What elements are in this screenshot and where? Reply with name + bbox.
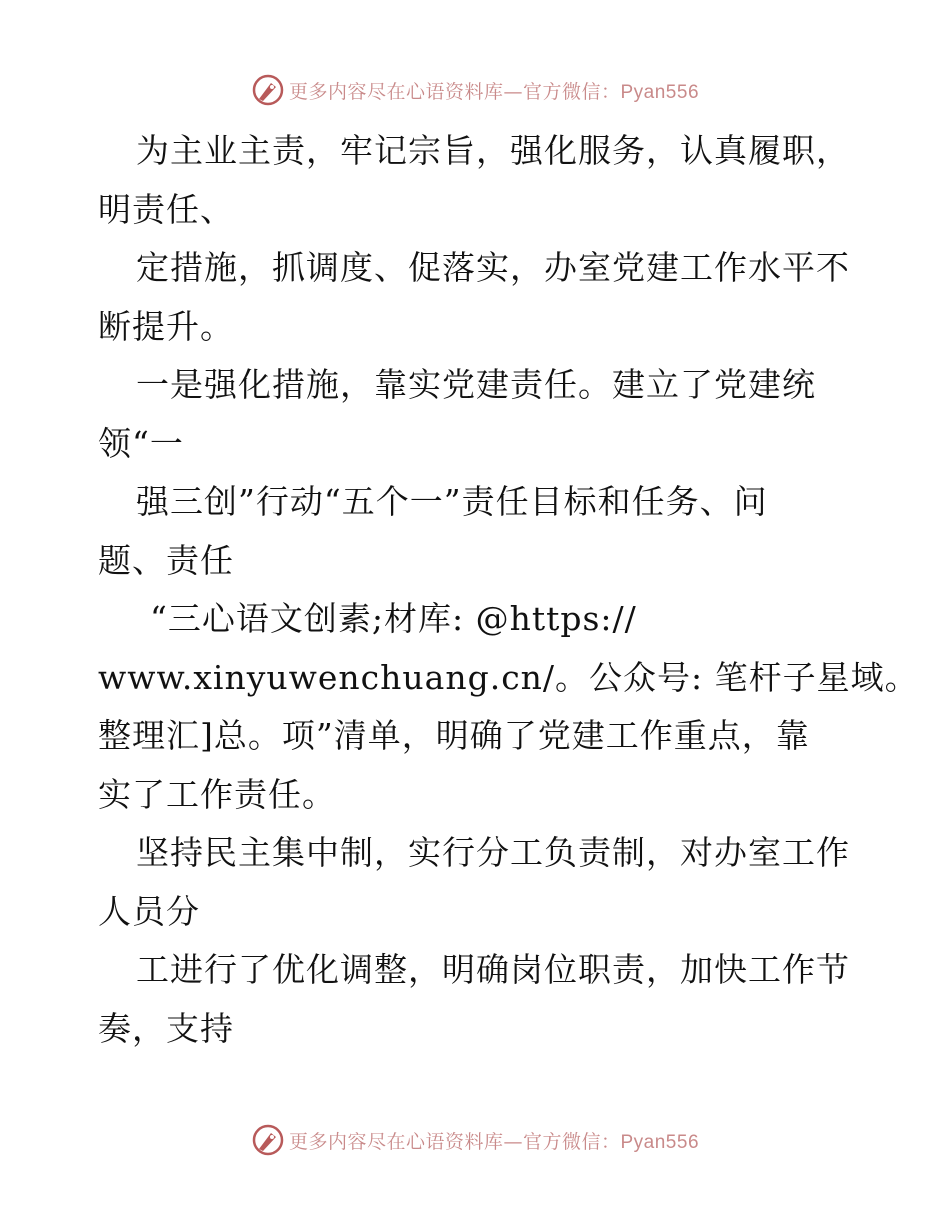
- footer-banner-account-label: 官方微信：: [522, 1130, 621, 1153]
- body-line-6: 领“一: [98, 423, 184, 463]
- footer-banner-text: [289, 1127, 699, 1154]
- footer-banner-dash: —: [503, 1130, 523, 1153]
- footer-banner-title: 更多内容尽在心语资料库: [288, 1130, 504, 1153]
- body-line-4: 断提升。: [98, 306, 234, 346]
- body-line-1: 为主业主责，牢记宗旨，强化服务，认真履职，: [136, 131, 850, 170]
- pen-nib-logo-icon: [251, 73, 285, 107]
- header-banner-title: 更多内容尽在心语资料库: [288, 80, 504, 103]
- pen-nib-logo-icon: [251, 1123, 285, 1157]
- body-line-2: 明责任、: [98, 189, 234, 229]
- header-banner-account-id: Pyan556: [620, 81, 700, 103]
- header-banner-text: [289, 77, 699, 104]
- body-line-13: 坚持民主集中制，实行分工负责制，对办室工作: [136, 833, 850, 872]
- body-line-5: 一是强化措施，靠实党建责任。建立了党建统: [136, 365, 816, 404]
- header-banner: [0, 70, 950, 110]
- header-banner-account-label: 官方微信：: [522, 80, 621, 103]
- body-line-14: 人员分: [98, 891, 200, 931]
- body-line-3: 定措施，抓调度、促落实，办室党建工作水平不: [136, 248, 850, 287]
- body-line-8: 题、责任: [98, 540, 234, 580]
- body-line-10: www.xinyuwenchuang.cn/。公众号: 笔杆子星域。: [98, 657, 919, 697]
- header-banner-dash: —: [503, 80, 523, 103]
- body-line-12: 实了工作责任。: [98, 774, 336, 814]
- footer-banner-account-id: Pyan556: [620, 1131, 700, 1153]
- body-line-7: 强三创”行动“五个一”责任目标和任务、问: [136, 482, 768, 521]
- footer-banner: [0, 1120, 950, 1160]
- body-line-15: 工进行了优化调整，明确岗位职责，加快工作节: [136, 950, 850, 989]
- body-line-16: 奏，支持: [98, 1008, 234, 1048]
- body-line-9: “三心语文创素;材库: @https://: [150, 599, 637, 638]
- document-body: [98, 122, 919, 1058]
- body-line-11: 整理汇]总。项”清单，明确了党建工作重点，靠: [98, 716, 810, 755]
